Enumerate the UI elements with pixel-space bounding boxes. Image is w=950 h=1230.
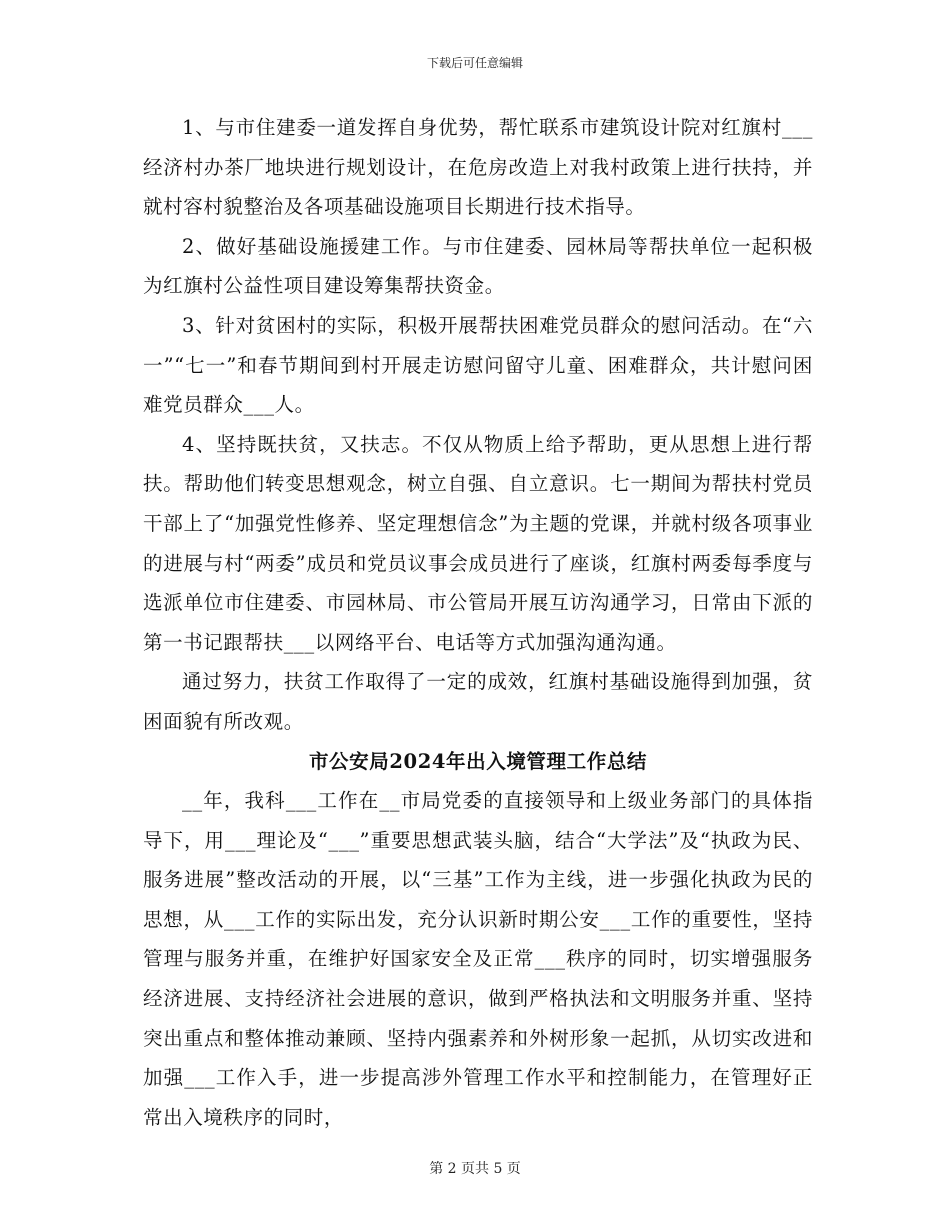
section-title: 市公安局2024年出入境管理工作总结 <box>308 749 648 773</box>
paragraph-item-2: 2、做好基础设施援建工作。与市住建委、园林局等帮扶单位一起积极为红旗村公益性项目建设筹集帮扶资金。 <box>143 234 813 298</box>
page-footer: 第 2 页共 5 页 <box>429 1161 521 1177</box>
paragraph-item-1: 1、与市住建委一道发挥自身优势，帮忙联系市建筑设计院对红旗村___经济村办茶厂地块进行规划设计，在危房改造上对我村政策上进行扶持，并就村容村貌整治及各项基础设施项目长期进行技术指导。 <box>143 116 813 219</box>
paragraph-item-3: 3、针对贫困村的实际，积极开展帮扶困难党员群众的慰问活动。在“六一”“七一”和春节期间到村开展走访慰问留守儿童、困难群众，共计慰问困难党员群众___人。 <box>143 313 813 417</box>
page-header: 下载后可任意编辑 <box>426 56 523 70</box>
paragraph-summary-intro: __年，我科___工作在__市局党委的直接领导和上级业务部门的具体指导下，用___理论及“___”重要思想武装头脑，结合“大学法”及“执政为民、服务进展”整改活动的开展，以“三基”工作为主线，进一步强化执政为民的思想，从___工作的实际出发，充分认识新时期公安___工作的重要性，坚持管理与服务并重，在维护好国家安全及正常___秩序的同时，切实增强服务经济进展、支持经济社会进展的意识，做到严格执法和文明服务并重、坚持突出重点和整体推动兼顾、坚持内强素养和外树形象一起抓，从切实改进和加强___工作入手，进一步提高涉外管理工作水平和控制能力，在管理好正常出入境秩序的同时， <box>143 789 813 1129</box>
paragraph-item-4: 4、坚持既扶贫，又扶志。不仅从物质上给予帮助，更从思想上进行帮扶。帮助他们转变思想观念，树立自强、自立意识。七一期间为帮扶村党员干部上了“加强党性修养、坚定理想信念”为主题的党课，并就村级各项事业的进展与村“两委”成员和党员议事会成员进行了座谈，红旗村两委每季度与选派单位市住建委、市园林局、市公管局开展互访沟通学习，日常由下派的第一书记跟帮扶___以网络平台、电话等方式加强沟通沟通。 <box>143 432 813 654</box>
paragraph-conclusion: 通过努力，扶贫工作取得了一定的成效，红旗村基础设施得到加强，贫困面貌有所改观。 <box>143 670 813 733</box>
document-body <box>143 108 813 1137</box>
